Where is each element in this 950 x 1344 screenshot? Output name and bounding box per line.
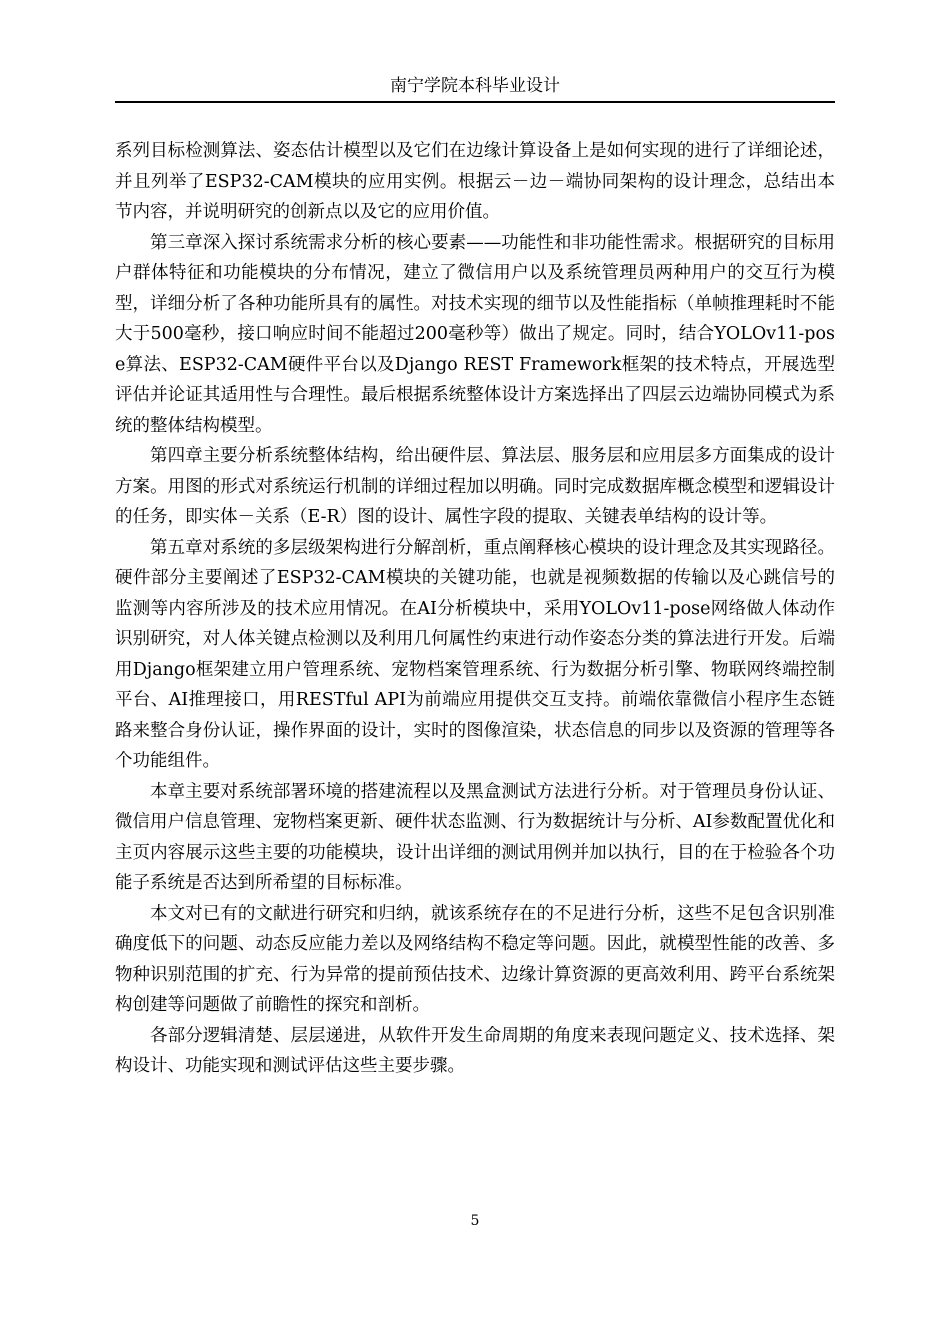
paragraph-conclusion: 各部分逻辑清楚、层层递进，从软件开发生命周期的角度来表现问题定义、技术选择、架构设计、功能实现和测试评估这些主要步骤。 xyxy=(115,1025,835,1076)
paragraph-summary: 本文对已有的文献进行研究和归纳，就该系统存在的不足进行分析，这些不足包含识别准确度低下的问题、动态反应能力差以及网络结构不稳定等问题。因此，就模型性能的改善、多物种识别范围的扩充、行为异常的提前预估技术、边缘计算资源的更高效利用、跨平台系统架构创建等问题做了前瞻性的探究和剖析。 xyxy=(115,903,835,1015)
header-title: 南宁学院本科毕业设计 xyxy=(390,76,560,96)
paragraph-chapter-3: 第三章深入探讨系统需求分析的核心要素——功能性和非功能性需求。根据研究的目标用户群体特征和功能模块的分布情况，建立了微信用户以及系统管理员两种用户的交互行为模型，详细分析了各种功能所具有的属性。对技术实现的细节以及性能指标（单帧推理耗时不能大于500毫秒，接口响应时间不能超过200毫秒等）做出了规定。同时，结合YOLOv11-pose算法、ESP32-CAM硬件平台以及Django REST Framework框架的技术特点，开展选型评估并论证其适用性与合理性。最后根据系统整体设计方案选择出了四层云边端协同模式为系统的整体结构模型。 xyxy=(115,232,835,436)
body-text xyxy=(115,136,835,1082)
page-number: 5 xyxy=(470,1213,480,1229)
paragraph-chapter-5: 第五章对系统的多层级架构进行分解剖析，重点阐释核心模块的设计理念及其实现路径。硬件部分主要阐述了ESP32-CAM模块的关键功能，也就是视频数据的传输以及心跳信号的监测等内容所涉及的技术应用情况。在AI分析模块中，采用YOLOv11-pose网络做人体动作识别研究，对人体关键点检测以及利用几何属性约束进行动作姿态分类的算法进行开发。后端用Django框架建立用户管理系统、宠物档案管理系统、行为数据分析引擎、物联网终端控制平台、AI推理接口，用RESTful API为前端应用提供交互支持。前端依靠微信小程序生态链路来整合身份认证，操作界面的设计，实时的图像渲染，状态信息的同步以及资源的管理等各个功能组件。 xyxy=(115,537,835,771)
paragraph-testing-chapter: 本章主要对系统部署环境的搭建流程以及黑盒测试方法进行分析。对于管理员身份认证、微信用户信息管理、宠物档案更新、硬件状态监测、行为数据统计与分析、AI参数配置优化和主页内容展示这些主要的功能模块，设计出详细的测试用例并加以执行，目的在于检验各个功能子系统是否达到所希望的目标标准。 xyxy=(115,781,835,893)
paragraph-chapter-4: 第四章主要分析系统整体结构，给出硬件层、算法层、服务层和应用层多方面集成的设计方案。用图的形式对系统运行机制的详细过程加以明确。同时完成数据库概念模型和逻辑设计的任务，即实体－关系（E-R）图的设计、属性字段的提取、关键表单结构的设计等。 xyxy=(115,446,835,527)
page-header xyxy=(115,72,835,103)
paragraph-continued: 系列目标检测算法、姿态估计模型以及它们在边缘计算设备上是如何实现的进行了详细论述，并且列举了ESP32-CAM模块的应用实例。根据云－边－端协同架构的设计理念，总结出本节内容，并说明研究的创新点以及它的应用价值。 xyxy=(115,141,835,222)
